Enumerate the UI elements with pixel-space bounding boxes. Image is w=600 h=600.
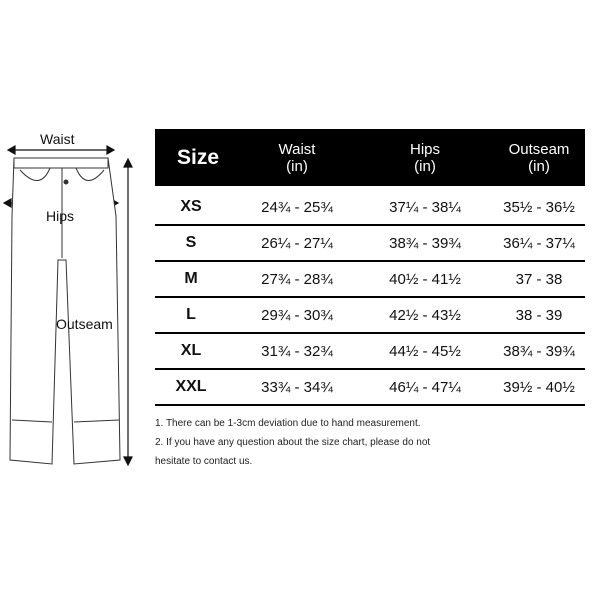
note-line: 2. If you have any question about the size chart, please do not — [155, 437, 431, 448]
hips-cell: 42½ - 43½ — [389, 306, 461, 324]
outseam-arrow — [124, 159, 132, 465]
hips-cell: 38¾ - 39¾ — [389, 234, 461, 252]
outseam-cell: 36¼ - 37¼ — [503, 234, 575, 252]
table-header — [155, 129, 585, 186]
outseam-cell: 37 - 38 — [515, 270, 563, 288]
outseam-cell: 39½ - 40½ — [503, 378, 575, 396]
waist-arrow — [8, 146, 114, 154]
size-chart-notes — [155, 414, 455, 471]
table-row — [155, 190, 585, 226]
waist-cell: 24¾ - 25¾ — [261, 198, 333, 216]
size-cell: XL — [180, 342, 202, 359]
waist-cell: 31¾ - 32¾ — [261, 342, 333, 360]
size-column-header: Size — [177, 145, 220, 169]
hips-cell: 37¼ - 38¼ — [389, 198, 461, 216]
outseam-cell: 38¾ - 39¾ — [503, 342, 575, 360]
outseam-column-header: Outseam (in) — [508, 140, 570, 175]
hips-cell: 40½ - 41½ — [389, 270, 461, 288]
note-line: 1. There can be 1-3cm deviation due to hand measurement. — [155, 418, 421, 429]
pants-drawing — [0, 120, 150, 480]
waist-label: Waist — [40, 131, 75, 147]
hips-cell: 46¼ - 47¼ — [389, 378, 461, 396]
waist-cell: 29¾ - 30¾ — [261, 306, 333, 324]
note-line: hesitate to contact us. — [155, 456, 253, 467]
hips-cell: 44½ - 45½ — [389, 342, 461, 360]
size-chart-table — [155, 129, 585, 406]
hips-label: Hips — [46, 208, 75, 224]
size-cell: L — [186, 306, 196, 323]
waist-column-header: Waist (in) — [278, 140, 316, 175]
pants-outline — [10, 158, 120, 464]
outseam-label: Outseam — [56, 316, 113, 332]
pants-diagram — [0, 120, 150, 480]
waist-cell: 27¾ - 28¾ — [261, 270, 333, 288]
table-row — [155, 262, 585, 298]
hips-column-header: Hips (in) — [409, 140, 440, 175]
outseam-cell: 38 - 39 — [515, 306, 563, 324]
waist-cell: 26¼ - 27¼ — [261, 234, 333, 252]
outseam-cell: 35½ - 36½ — [503, 198, 575, 216]
waist-cell: 33¾ - 34¾ — [261, 378, 333, 396]
size-cell: XXL — [175, 378, 207, 395]
table-row — [155, 334, 585, 370]
table-row — [155, 370, 585, 406]
size-cell: XS — [180, 198, 202, 215]
size-cell: S — [185, 234, 197, 251]
table-row — [155, 226, 585, 262]
table-body — [155, 190, 585, 406]
size-cell: M — [184, 270, 198, 287]
table-row — [155, 298, 585, 334]
